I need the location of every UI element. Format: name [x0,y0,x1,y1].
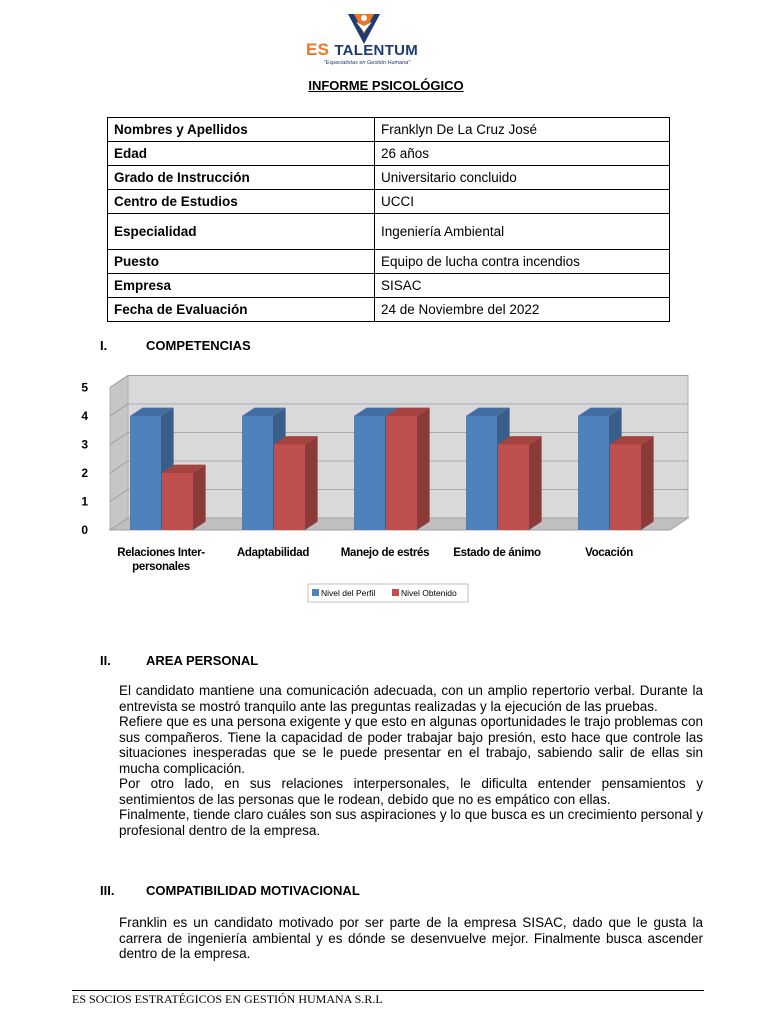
row-label: Grado de Instrucción [108,166,375,190]
bar-obtenido [386,416,417,530]
row-label: Empresa [108,274,375,298]
chart-side-wall [110,376,128,531]
y-tick-label: 2 [81,466,88,480]
bar-side [529,436,542,530]
row-value: SISAC [375,274,670,298]
section-heading-competencias: I. COMPETENCIAS [100,338,251,353]
y-tick-label: 5 [81,380,88,395]
table-row [108,166,670,190]
row-label: Nombres y Apellidos [108,118,375,142]
bar-obtenido [498,445,529,531]
row-value: Equipo de lucha contra incendios [375,250,670,274]
paragraph: Finalmente, tiende claro cuáles son sus aspiraciones y lo que busca es un crecimiento personal y profesional dentro de la empresa. [119,807,703,838]
row-label: Puesto [108,250,375,274]
row-value: UCCI [375,190,670,214]
bar-obtenido [162,473,193,530]
bar-perfil [578,416,609,530]
table-row [108,118,670,142]
footer-company: ES SOCIOS ESTRATÉGICOS EN GESTIÓN HUMANA S.R.L [72,992,383,1006]
row-value: Franklyn De La Cruz José [375,118,670,142]
row-label: Fecha de Evaluación [108,298,375,322]
company-logo [304,6,424,68]
report-title: INFORME PSICOLÓGICO [308,78,464,93]
x-tick-label: Relaciones Inter- [117,547,205,559]
row-value: Ingeniería Ambiental [375,214,670,250]
legend-label: Nivel del Perfil [321,588,376,598]
table-row [108,214,670,250]
table-row [108,274,670,298]
row-label: Especialidad [108,214,375,250]
row-value: Universitario concluido [375,166,670,190]
paragraph: Por otro lado, en sus relaciones interpersonales, le dificulta entender pensamientos y sentimientos de las personas que le rodean, debido que no es empático con ellas. [119,776,703,807]
paragraph: Franklin es un candidato motivado por ser parte de la empresa SISAC, dado que le gusta la carrera de ingeniería ambiental y es dónde se desenvuelve mejor. Finalmente busca ascender dentro de la empresa. [119,915,703,961]
section-heading-compatibilidad: III. COMPATIBILIDAD MOTIVACIONAL [100,883,360,898]
row-label: Edad [108,142,375,166]
x-tick-label: personales [132,561,190,573]
bar-obtenido [274,445,305,531]
x-tick-label: Manejo de estrés [340,547,430,559]
x-tick-label: Estado de ánimo [453,547,541,559]
y-tick-label: 1 [81,494,88,509]
bar-perfil [354,416,385,530]
logo-wordmark: ES TALENTUM [306,40,419,59]
row-label: Centro de Estudios [108,190,375,214]
compatibilidad-text [119,915,703,962]
table-row [108,298,670,322]
y-tick-label: 0 [81,523,88,537]
bar-perfil [242,416,273,530]
bar-side [305,436,318,530]
bar-side [417,408,430,530]
table-row [108,190,670,214]
candidate-info-table [107,117,670,322]
area-personal-text [119,683,703,838]
footer-divider [72,990,704,991]
competencias-chart [70,362,710,612]
paragraph: Refiere que es una persona exigente y que esto en algunas oportunidades le trajo problemas con sus compañeros. Tiene la capacidad de poder trabajar bajo presión, esto hace que controle las situaciones inesperadas que se le puede presentar en el trabajo, sabiendo salir de ellas sin mucha complicación. [119,714,703,776]
x-tick-label: Adaptabilidad [236,547,310,559]
row-value: 26 años [375,142,670,166]
y-tick-label: 4 [81,409,88,423]
paragraph: El candidato mantiene una comunicación adecuada, con un amplio repertorio verbal. Durante la entrevista se mostró tranquilo ante las preguntas realizadas y la ejecución de las pruebas. [119,683,703,714]
bar-side [641,436,654,530]
bar-perfil [466,416,497,530]
bar-perfil [130,416,161,530]
table-row [108,250,670,274]
table-row [108,142,670,166]
bar-obtenido [610,445,641,531]
row-value: 24 de Noviembre del 2022 [375,298,670,322]
legend-swatch [392,589,399,596]
x-tick-label: Vocación [585,547,633,559]
section-heading-area-personal: II. AREA PERSONAL [100,653,259,668]
y-tick-label: 3 [81,437,88,452]
logo-tagline: "Especialistas en Gestión Humana" [323,60,411,66]
legend-label: Nivel Obtenido [401,588,457,598]
bar-side [193,465,206,530]
legend-swatch [312,589,319,596]
